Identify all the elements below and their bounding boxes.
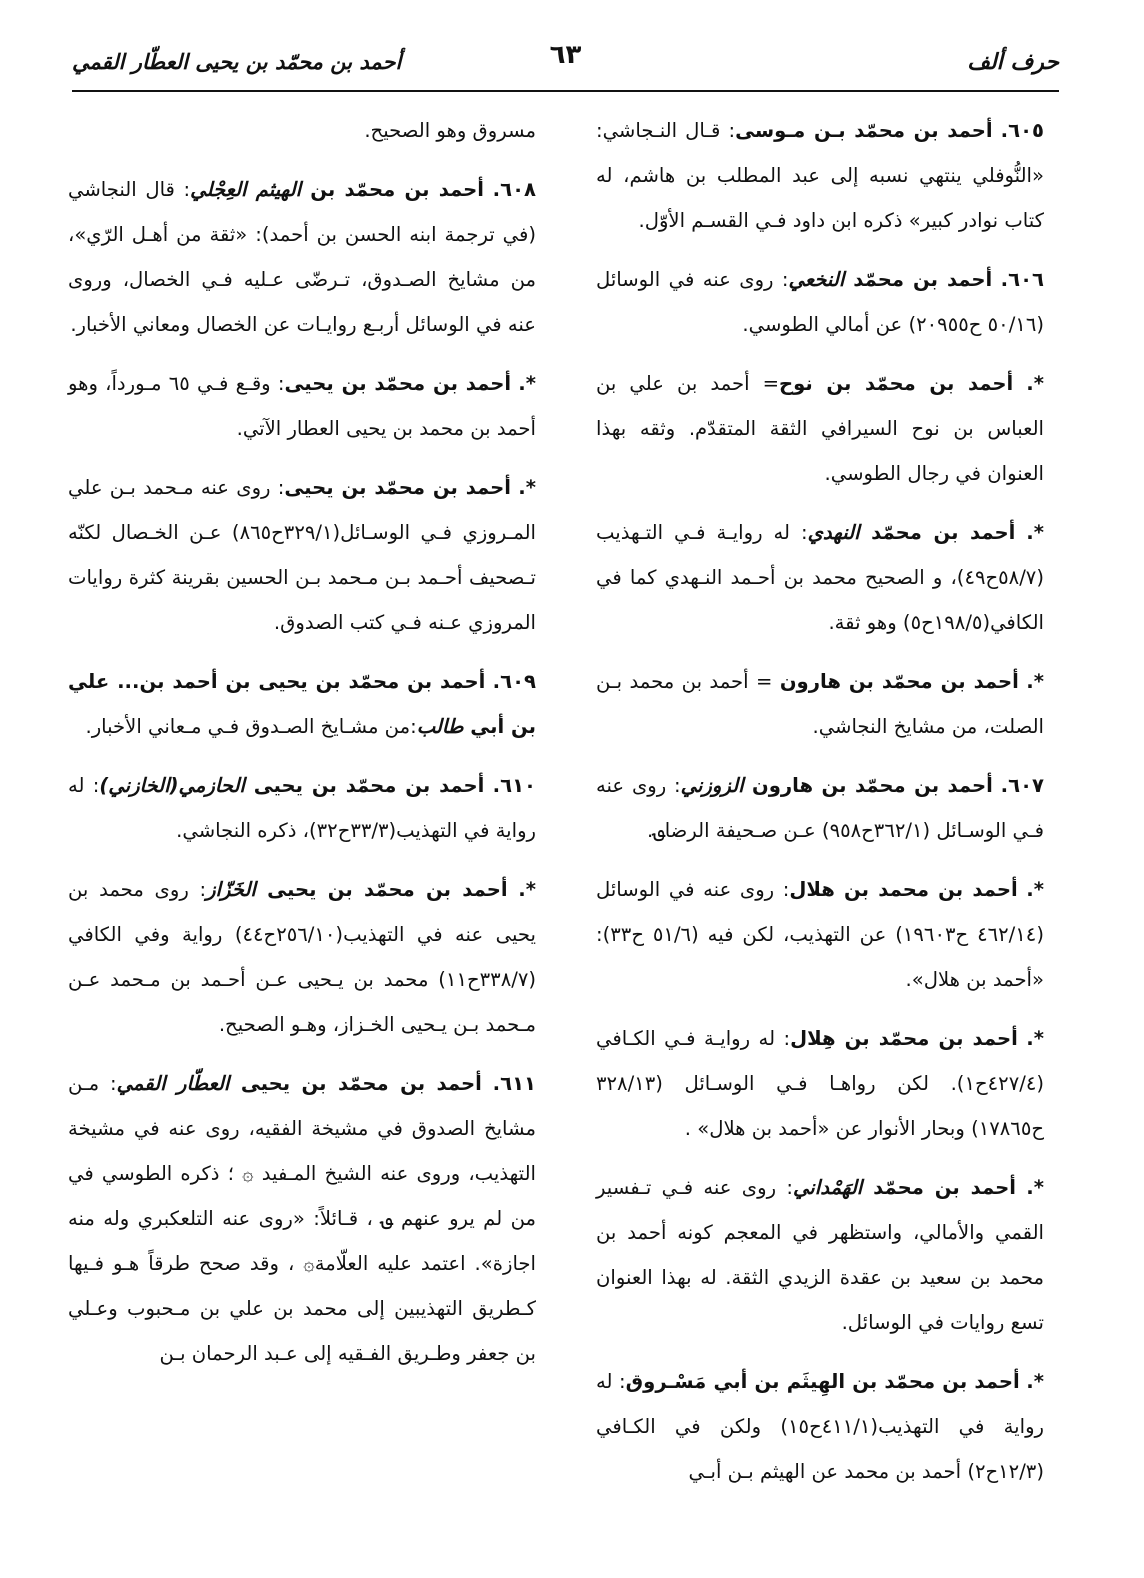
entry-marker: *. xyxy=(1026,521,1044,544)
entry xyxy=(68,659,536,749)
entry xyxy=(596,1359,1044,1494)
left-column xyxy=(68,108,536,1548)
entry-name: أحمد بن محمد بن هلال xyxy=(789,878,1018,901)
entry xyxy=(68,465,536,645)
entry-name: أحمد بن محمّد بن الهِيثَم بن أبي مَسْـروق xyxy=(625,1370,1020,1393)
entry-marker: *. xyxy=(1026,670,1044,693)
entry-name: أحمد بن محمّد بن يحيى بن أحمد بن... علي بن أبي xyxy=(68,670,536,738)
entry xyxy=(596,108,1044,243)
entry-marker: *. xyxy=(1026,878,1044,901)
entry xyxy=(596,510,1044,645)
entry-marker: *. xyxy=(518,476,536,499)
entry-text: : قـال النـجاشي: «النُّوفلي ينتهي نسبه إلى عبد المطلب بن هاشم، له كتاب نوادر كبير» ذكره ابن داود فـي القسـم الأوّل. xyxy=(596,119,1044,232)
entry-text: : له رواية في التهذيب(٤١١/١ح١٥) ولكن في الكـافي (١٢/٣ح٢) أحمد بن محمد عن الهيثم بـن أبـي xyxy=(596,1370,1044,1483)
entry-text: = أحمد بن محمد بـن الصلت، من مشايخ النجاشي. xyxy=(596,670,1044,738)
entry-name: أحمد بن محمّد بن هارون xyxy=(743,774,993,797)
entry-nisba: النخعي xyxy=(788,268,845,291)
entry-marker: *. xyxy=(1026,1176,1044,1199)
entry-number: ٦٠٧. xyxy=(1000,774,1044,797)
entry-number: ٦٠٥. xyxy=(1000,119,1045,142)
entry-marker: *. xyxy=(1026,1027,1044,1050)
entry-nisba: الزوزني xyxy=(680,774,744,797)
entry-name: أحمد بن محمّد بن يحيى xyxy=(229,1072,482,1095)
page-header xyxy=(72,28,1059,92)
entry-text: : له روايـة فـي التـهذيب (٥٨/٧ح٤٩)، و الصحيح محمد بن أحـمد النـهدي كما في الكافي(١٩٨/٥ح٥) وهو ثقة. xyxy=(596,521,1044,634)
entry xyxy=(68,867,536,1047)
entry-marker: *. xyxy=(1026,372,1044,395)
entry-name: أحمد بن محمّد بن يحيى xyxy=(284,476,512,499)
entry-text: : مـن مشايخ الصدوق في مشيخة الفقيه، روى عنه في مشيخة التهذيب، وروى عنه الشيخ المـفيد ۞ ؛ ذكره الطوسي في من لم يرو عنهم ؈ ، قـائلاً: «روى عنه التلعكبري وله منه اجازة». اعتمد عليه العلّامة۞ ، وقد صحح طرقاً هـو فـيها كـطريق التهذيبين إلى محمد بن علي بن مـحبوب وعـلي بن جعفر وطـريق الفـقيه إلى عـبد الرحمان بـن xyxy=(68,1072,536,1365)
entry-text: : وقـع فـي ٦٥ مـورداً، وهو أحمد بن محمد بن يحيى العطار الآتي. xyxy=(68,372,536,440)
entry-text: : روى عنه مـحمد بـن علي المـروزي فـي الوسـائل(٣٢٩/١ح٨٦٥) عـن الخـصال لكنّه تـصحيف أحـمد بـن مـحمد بـن الحسين بقرينة كثرة روايات المروزي عـنه فـي كتب الصدوق. xyxy=(68,476,536,634)
entry xyxy=(596,659,1044,749)
entry-nisba: العطّار القمي xyxy=(116,1072,230,1095)
entry xyxy=(596,257,1044,347)
entry-marker: *. xyxy=(518,372,536,395)
entry xyxy=(68,1061,536,1376)
entry-nisba: طالب xyxy=(416,715,464,738)
entry-name: أحمد بن محمّد بن هِلال xyxy=(790,1027,1018,1050)
entry-number: ٦٠٩. xyxy=(492,670,537,693)
entry-name: أحمد بن محمّد بن هارون xyxy=(779,670,1019,693)
entry xyxy=(68,361,536,451)
entry-text: : له رواية في التهذيب(٣٣/٣ح٣٢)، ذكره النجاشي. xyxy=(68,774,536,842)
running-title: أحمد بن محمّد بن يحيى العطّار القمي xyxy=(72,50,402,74)
entry-text: : روى عنه في الوسائل (٤٦٢/١٤ ح١٩٦٠٣) عن التهذيب، لكن فيه (٥١/٦ ح٣٣): «أحمد بن هلال». xyxy=(596,878,1044,991)
entry-name: أحمد بن محمّد بن يحيى xyxy=(255,878,508,901)
entry xyxy=(596,1016,1044,1151)
entry-text: مسروق وهو الصحيح. xyxy=(364,119,536,142)
entry-name: أحمد بن محمّد بن يحيى xyxy=(284,372,512,395)
entry xyxy=(596,763,1044,853)
entry-nisba: الخَزّاز xyxy=(206,878,256,901)
entry xyxy=(596,867,1044,1002)
entry-name: أحمد بن محمّد بـن مـوسى xyxy=(735,119,993,142)
entry-nisba: الحازمي(الخازني) xyxy=(99,774,245,797)
entry-text: : روى عنه فـي الوسـائل (٣٦٢/١ح٩٥٨) عـن صـحيفة الرضا؈. xyxy=(596,774,1044,842)
entry-text: : له روايـة فـي الكـافي (٤٢٧/٤ح١). لكن رواهـا فـي الوسـائل (٣٢٨/١٣ ح١٧٨٦٥) وبحار الأنوار عن «أحمد بن هلال» . xyxy=(596,1027,1044,1140)
entry-text: : روى محمد بن يحيى عنه في التهذيب(٢٥٦/١٠ح٤٤) رواية وفي الكافي (٣٣٨/٧ح١١) محمد بن يـحيى عـن أحـمد بن مـحمد عـن مـحمد بـن يـحيى الخـزاز، وهـو الصحيح. xyxy=(68,878,536,1036)
entry-name: أحمد بن محمّد بن xyxy=(301,178,485,201)
entry xyxy=(596,1165,1044,1345)
entry xyxy=(596,361,1044,496)
entry xyxy=(68,763,536,853)
entry-marker: *. xyxy=(518,878,536,901)
section-title: حرف ألف xyxy=(967,50,1059,75)
entry-number: ٦١٠. xyxy=(492,774,536,797)
entry-text: :من مشـايخ الصـدوق فـي مـعاني الأخبار. xyxy=(85,715,417,738)
entry-name: أحمد بن محمّد xyxy=(859,521,1016,544)
entry-text: : روى عنه في الوسائل (٥٠/١٦ ح٢٠٩٥٥) عن أمالي الطوسي. xyxy=(596,268,1044,336)
entry-continuation xyxy=(68,108,536,153)
entry-nisba: النهدي xyxy=(807,521,860,544)
entry-nisba: الهَمْداني xyxy=(792,1176,863,1199)
entry-nisba: الهيثم العِجْلي xyxy=(190,178,302,201)
entry-name: أحمد بن محمّد xyxy=(844,268,993,291)
entry-text: : روى عنه فـي تـفسير القمي والأمالي، واستظهر في المعجم كونه أحمد بن محمد بن سعيد بن عقدة الزيدي الثقة. له بهذا العنوان تسع روايات في الوسائل. xyxy=(596,1176,1044,1334)
entry-number: ٦٠٨. xyxy=(492,178,537,201)
entry-text: : قال النجاشي (في ترجمة ابنه الحسن بن أحمد): «ثقة من أهـل الرّي»، من مشايخ الصـدوق، تـرضّى عـليه فـي الخصال، وروى عنه في الوسائل أربـع روايـات عن الخصال ومعاني الأخبار. xyxy=(68,178,536,336)
entry-name: أحمد بن محمّد بن يحيى xyxy=(244,774,485,797)
entry-number: ٦٠٦. xyxy=(1000,268,1044,291)
entry-marker: *. xyxy=(1026,1370,1044,1393)
page-number: ٦٣ xyxy=(549,40,582,70)
entry-name: أحمد بن محمّد xyxy=(862,1176,1016,1199)
entry xyxy=(68,167,536,347)
entry-name: أحمد بن محمّد بن نوح xyxy=(778,372,1014,395)
right-column xyxy=(596,108,1044,1548)
entry-text: = أحمد بن علي بن العباس بن نوح السيرافي الثقة المتقدّم. وثقه بهذا العنوان في رجال الطوسي. xyxy=(596,372,1044,485)
entry-number: ٦١١. xyxy=(492,1072,536,1095)
